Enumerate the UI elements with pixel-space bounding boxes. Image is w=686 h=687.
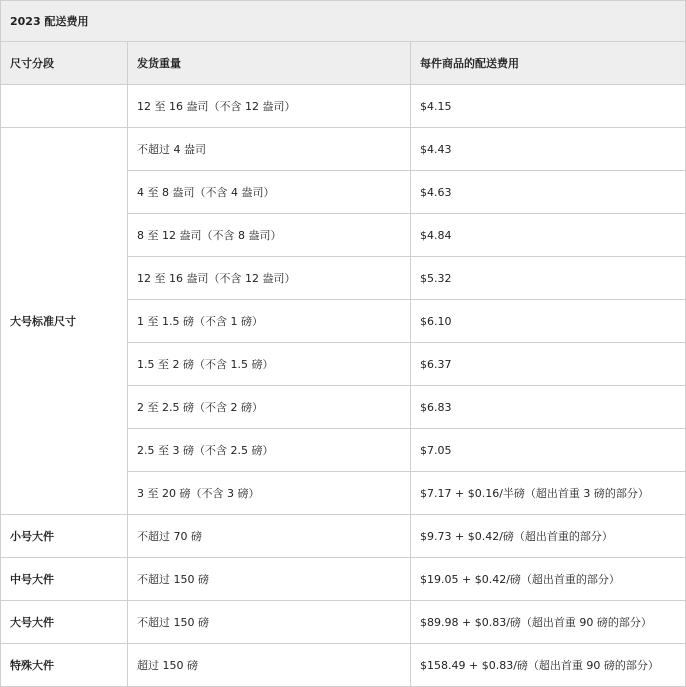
- weight-cell: 4 至 8 盎司（不含 4 盎司）: [128, 171, 411, 214]
- fee-cell: $19.05 + $0.42/磅（超出首重的部分）: [411, 558, 686, 601]
- size-tier-cell: 大号标准尺寸: [1, 128, 128, 515]
- fee-cell: $4.15: [411, 85, 686, 128]
- fee-cell: $4.43: [411, 128, 686, 171]
- header-size-tier: 尺寸分段: [1, 42, 128, 85]
- fee-cell: $89.98 + $0.83/磅（超出首重 90 磅的部分）: [411, 601, 686, 644]
- fee-cell: $6.83: [411, 386, 686, 429]
- weight-cell: 不超过 4 盎司: [128, 128, 411, 171]
- weight-cell: 不超过 150 磅: [128, 601, 411, 644]
- header-fee: 每件商品的配送费用: [411, 42, 686, 85]
- fee-cell: $9.73 + $0.42/磅（超出首重的部分）: [411, 515, 686, 558]
- table-row: [1, 515, 686, 558]
- fee-cell: $6.37: [411, 343, 686, 386]
- size-tier-cell: 小号大件: [1, 515, 128, 558]
- table-row: [1, 644, 686, 687]
- fee-cell: $7.17 + $0.16/半磅（超出首重 3 磅的部分）: [411, 472, 686, 515]
- weight-cell: 不超过 70 磅: [128, 515, 411, 558]
- fee-cell: $158.49 + $0.83/磅（超出首重 90 磅的部分）: [411, 644, 686, 687]
- table-title: 2023 配送费用: [1, 1, 686, 42]
- fee-cell: $6.10: [411, 300, 686, 343]
- weight-cell: 8 至 12 盎司（不含 8 盎司）: [128, 214, 411, 257]
- table-row: [1, 558, 686, 601]
- size-tier-cell: 大号大件: [1, 601, 128, 644]
- fee-cell: $4.63: [411, 171, 686, 214]
- size-tier-cell: [1, 85, 128, 128]
- weight-cell: 3 至 20 磅（不含 3 磅）: [128, 472, 411, 515]
- fee-cell: $4.84: [411, 214, 686, 257]
- weight-cell: 12 至 16 盎司（不含 12 盎司）: [128, 85, 411, 128]
- table-header-row: [1, 42, 686, 85]
- weight-cell: 2 至 2.5 磅（不含 2 磅）: [128, 386, 411, 429]
- size-tier-cell: 特殊大件: [1, 644, 128, 687]
- table-row: [1, 128, 686, 171]
- weight-cell: 不超过 150 磅: [128, 558, 411, 601]
- weight-cell: 12 至 16 盎司（不含 12 盎司）: [128, 257, 411, 300]
- weight-cell: 2.5 至 3 磅（不含 2.5 磅）: [128, 429, 411, 472]
- weight-cell: 1 至 1.5 磅（不含 1 磅）: [128, 300, 411, 343]
- table-row: [1, 601, 686, 644]
- weight-cell: 1.5 至 2 磅（不含 1.5 磅）: [128, 343, 411, 386]
- header-weight: 发货重量: [128, 42, 411, 85]
- fee-cell: $5.32: [411, 257, 686, 300]
- weight-cell: 超过 150 磅: [128, 644, 411, 687]
- fee-cell: $7.05: [411, 429, 686, 472]
- size-tier-cell: 中号大件: [1, 558, 128, 601]
- table-title-row: [1, 1, 686, 42]
- table-row: [1, 85, 686, 128]
